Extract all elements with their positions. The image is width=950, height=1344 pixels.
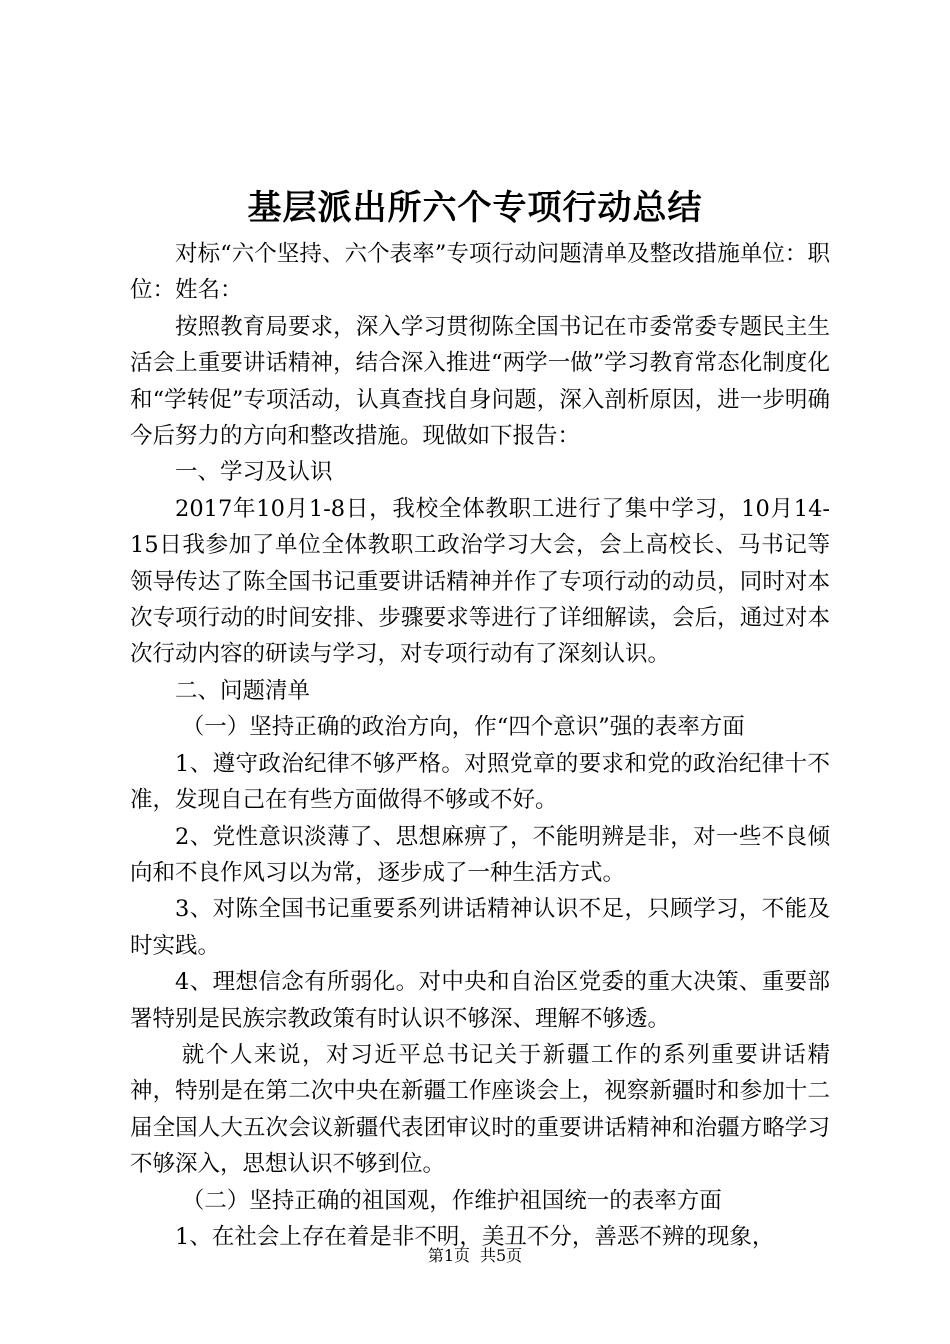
page-total: 共5页 (480, 1246, 523, 1265)
document-body (130, 236, 830, 1255)
page-footer (0, 1244, 950, 1268)
subsection-heading-2: （二）坚持正确的祖国观，作维护祖国统一的表率方面 (181, 1187, 722, 1214)
paragraph-study: 2017年10月1-8日，我校全体教职工进行了集中学习，10月14-15日我参加了单位全体教职工政治学习大会，会上高校长、马书记等领导传达了陈全国书记重要讲话精神并作了专项行动的动员，同时对本次专项行动的时间安排、步骤要求等进行了详细解读，会后，通过对本次行动内容的研读与学习，对专项行动有了深刻认识。 (130, 495, 830, 668)
paragraph-personal: 就个人来说，对习近平总书记关于新疆工作的系列重要讲话精神，特别是在第二次中央在新疆工作座谈会上，视察新疆时和参加十二届全国人大五次会议新疆代表团审议时的重要讲话精神和治疆方略学习不够深入，思想认识不够到位。 (130, 1041, 830, 1178)
section-heading-study: 一、学习及认识 (175, 459, 333, 486)
paragraph-intro: 对标“六个坚持、六个表率”专项行动问题清单及整改措施单位：职位：姓名： (130, 241, 830, 304)
subsection-heading-1: （一）坚持正确的政治方向，作“四个意识”强的表率方面 (181, 714, 745, 741)
list-item-4: 4、理想信念有所弱化。对中央和自治区党委的重大决策、重要部署特别是民族宗教政策有时认识不够深、理解不够透。 (130, 969, 830, 1032)
list-item-5: 1、在社会上存在着是非不明，美丑不分，善恶不辨的现象， (175, 1223, 775, 1250)
section-heading-problems: 二、问题清单 (175, 677, 311, 704)
document-title: 基层派出所六个专项行动总结 (247, 188, 703, 228)
list-item-1: 1、遵守政治纪律不够严格。对照党章的要求和党的政治纪律十不准，发现自己在有些方面做得不够或不好。 (130, 750, 830, 814)
page-number: 第1页 (427, 1246, 470, 1265)
list-item-2: 2、党性意识淡薄了、思想麻痹了，不能明辨是非，对一些不良倾向和不良作风习以为常，逐步成了一种生活方式。 (130, 823, 830, 886)
list-item-3: 3、对陈全国书记重要系列讲话精神认识不足，只顾学习，不能及时实践。 (130, 896, 830, 959)
paragraph-report: 按照教育局要求，深入学习贯彻陈全国书记在市委常委专题民主生活会上重要讲话精神，结合深入推进“两学一做”学习教育常态化制度化和“学转促”专项活动，认真查找自身问题，深入剖析原因，进一步明确今后努力的方向和整改措施。现做如下报告： (130, 313, 830, 450)
